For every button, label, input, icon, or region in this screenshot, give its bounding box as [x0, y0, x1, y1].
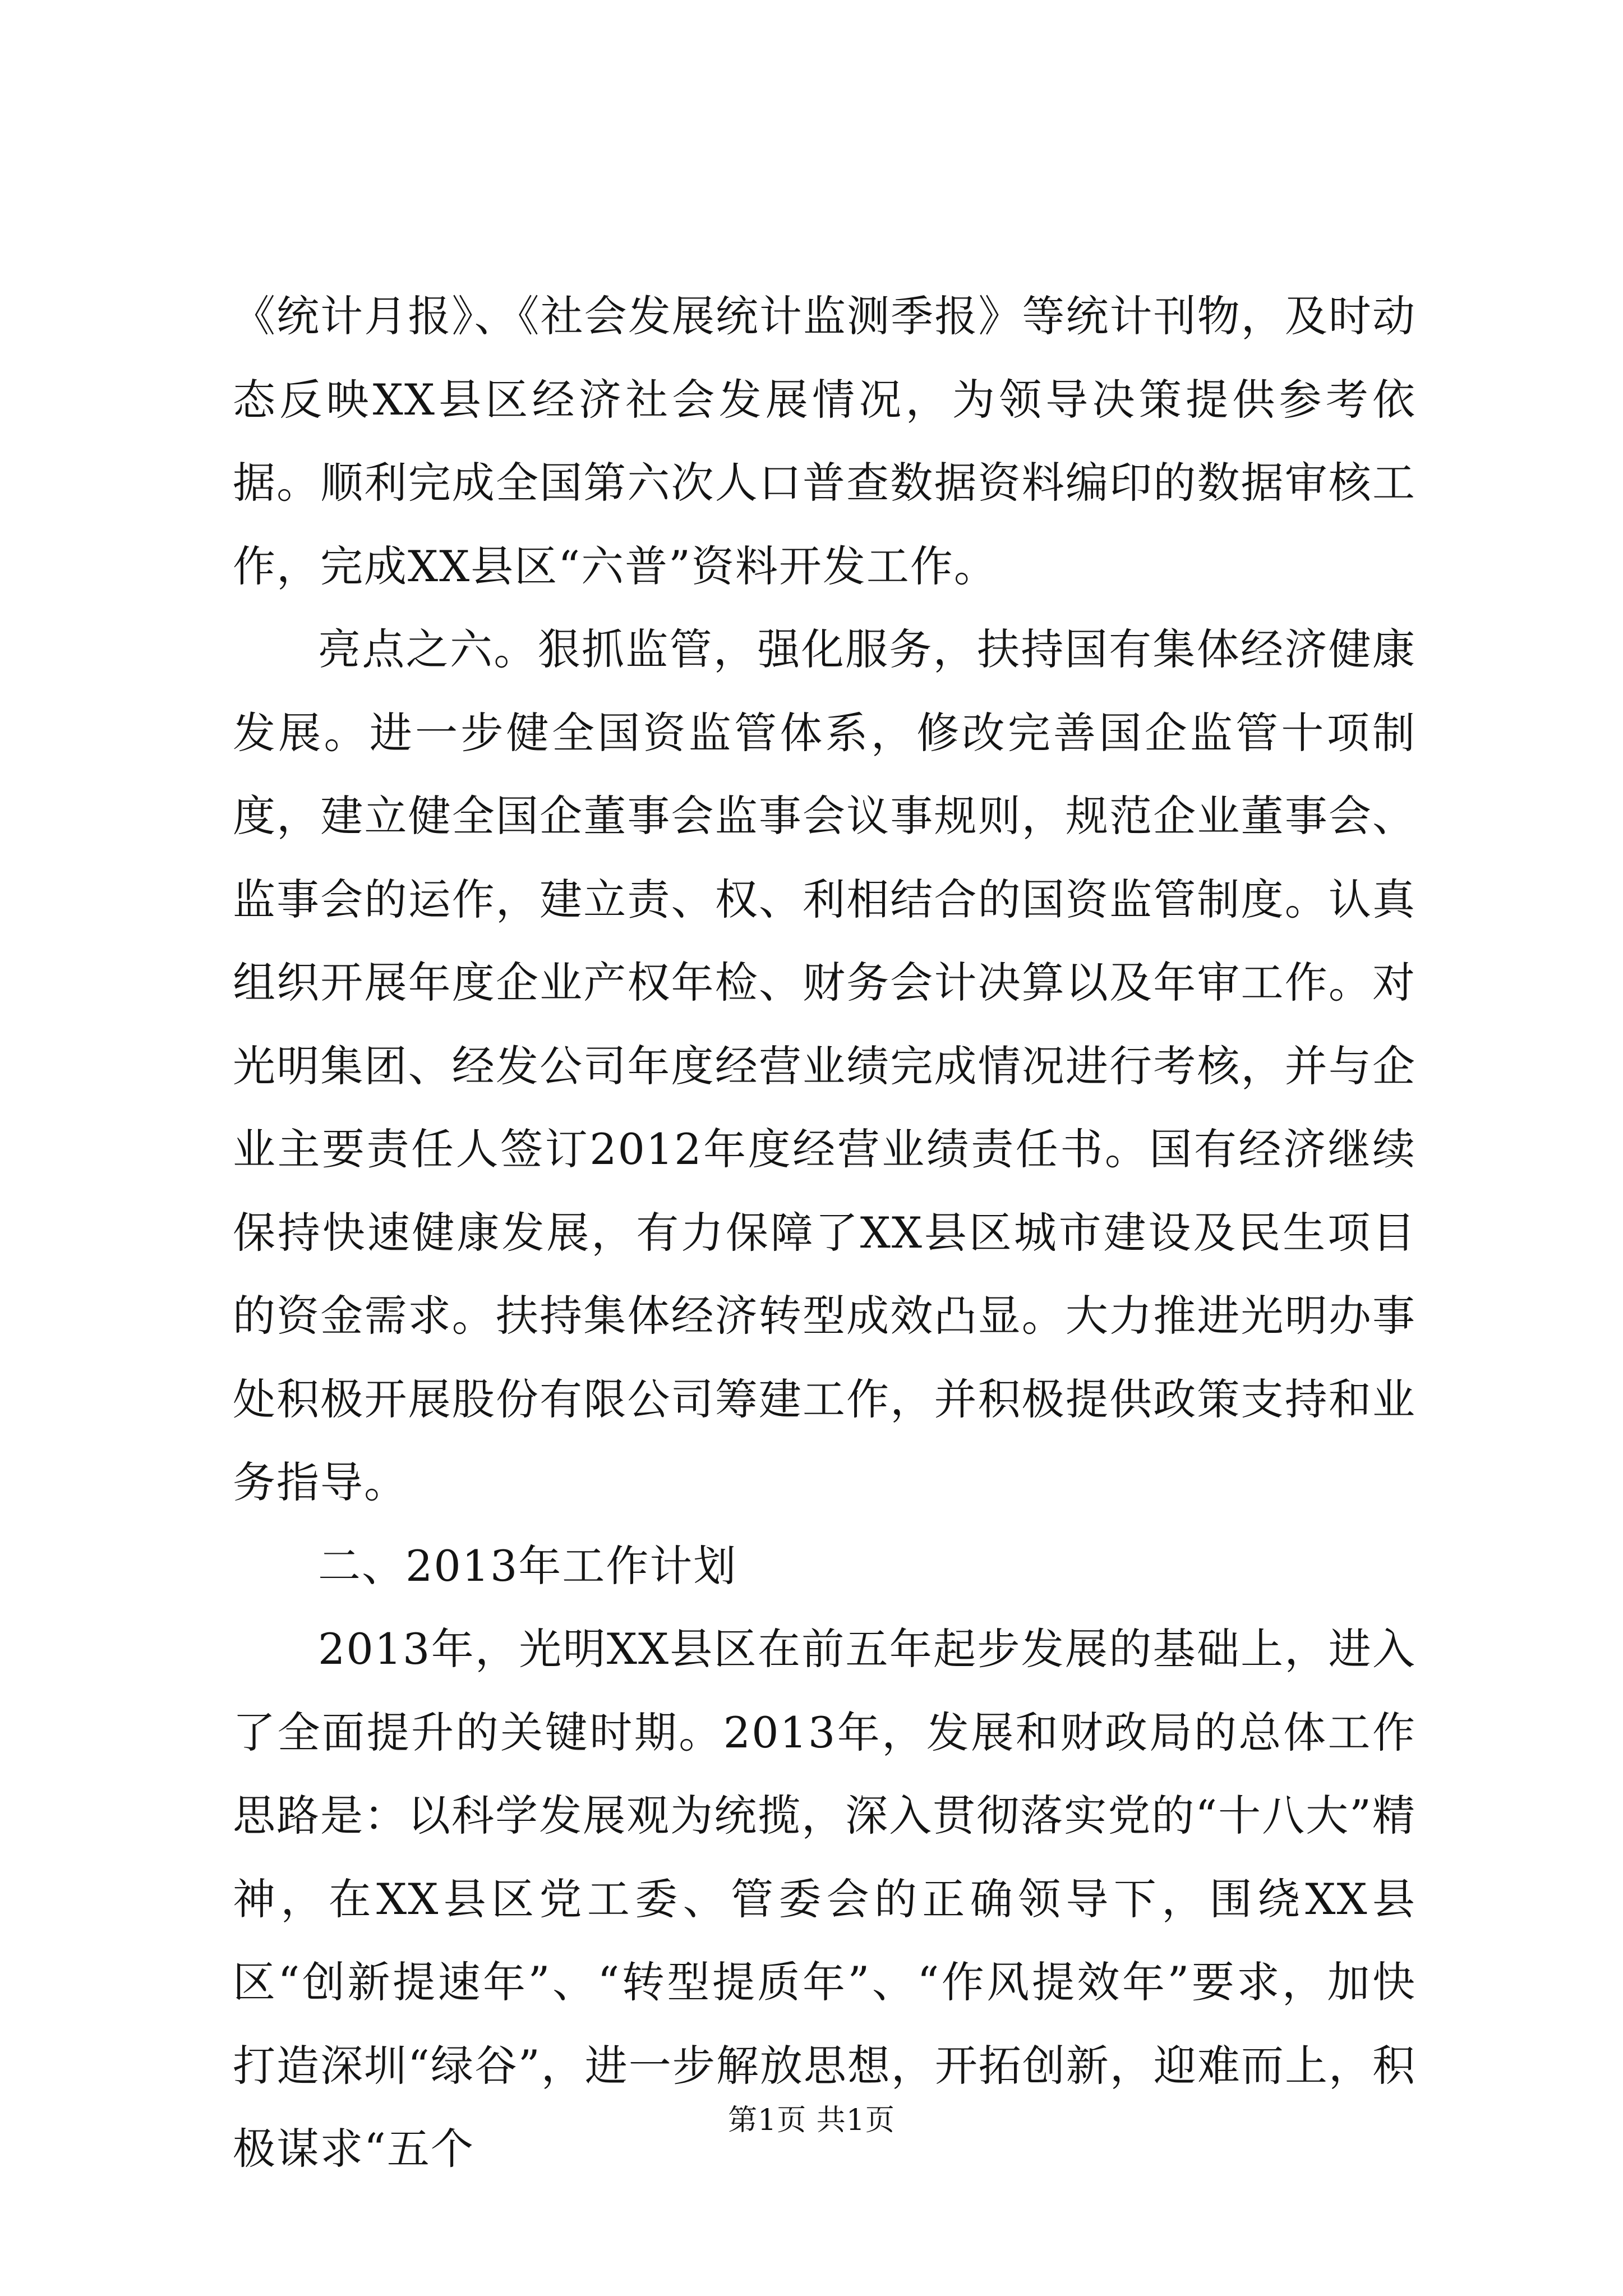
page-number-footer: 第1页 共1页 [728, 2104, 895, 2137]
section-heading-2013-plan: 二、2013年工作计划 [318, 1540, 737, 1591]
paragraph-2013-overview: 2013年，光明XX县区在前五年起步发展的基础上，进入了全面提升的关键时期。2013年，发展和财政局的总体工作思路是：以科学发展观为统揽，深入贯彻落实党的“十八大”精神，在XX县区党工委、管委会的正确领导下，围绕XX县区“创新提速年”、“转型提质年”、“作风提效年”要求，加快打造深圳“绿谷”，进一步解放思想，开拓创新，迎难而上，积极谋求“五个 [233, 1624, 1416, 2174]
document-body [233, 275, 1416, 2191]
paragraph-highlight-six: 亮点之六。狠抓监管，强化服务，扶持国有集体经济健康发展。进一步健全国资监管体系，修改完善国企监管十项制度，建立健全国企董事会监事会议事规则，规范企业董事会、监事会的运作，建立责、权、利相结合的国资监管制度。认真组织开展年度企业产权年检、财务会计决算以及年审工作。对光明集团、经发公司年度经营业绩完成情况进行考核，并与企业主要责任人签订2012年度经营业绩责任书。国有经济继续保持快速健康发展，有力保障了XX县区城市建设及民生项目的资金需求。扶持集体经济转型成效凸显。大力推进光明办事处积极开展股份有限公司筹建工作，并积极提供政策支持和业务指导。 [233, 624, 1416, 1507]
paragraph-statistics-publications: 《统计月报》、《社会发展统计监测季报》等统计刊物，及时动态反映XX县区经济社会发展情况，为领导决策提供参考依据。顺利完成全国第六次人口普查数据资料编印的数据审核工作，完成XX县区“六普”资料开发工作。 [233, 291, 1416, 591]
